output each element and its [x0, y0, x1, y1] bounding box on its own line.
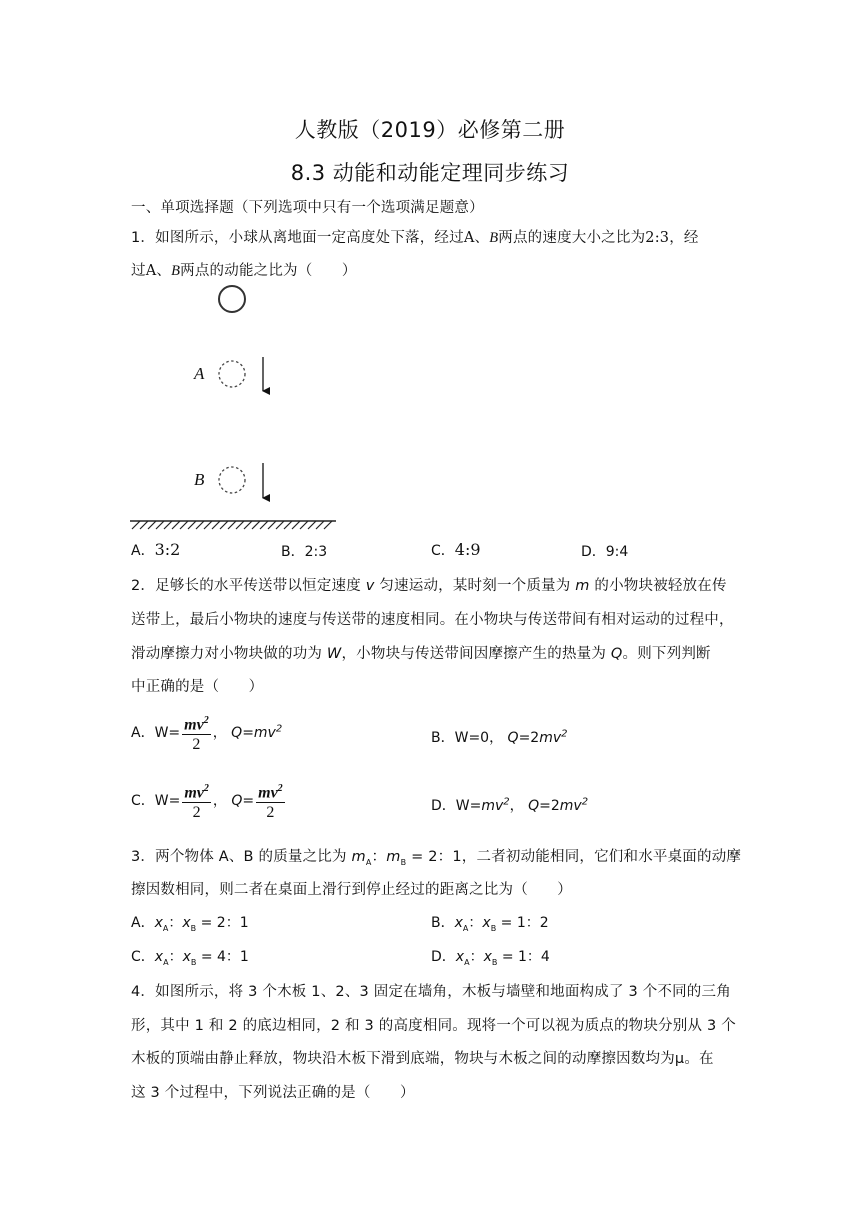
q1-option-c[interactable]: C．4:9: [431, 540, 481, 559]
q4-line2: 形，其中 1 和 2 的底边相同，2 和 3 的高度相同。现将一个可以视为质点的物块分别从 3 个: [131, 1018, 736, 1034]
document-subtitle: 8.3 动能和动能定理同步练习: [290, 161, 570, 185]
ball-initial: [219, 286, 245, 312]
q4-line4: 这 3 个过程中，下列说法正确的是（ ）: [131, 1085, 415, 1101]
q2-option-c[interactable]: C．W= $\frac{mv^2}{2}$ ， Q= $\frac{mv^2}{2}$: [131, 780, 287, 822]
q1-option-b[interactable]: B．2:3: [281, 544, 328, 560]
q3-option-b[interactable]: B．$x_A$：$x_B = 1$：2: [431, 915, 549, 933]
figure-label-a: A: [194, 364, 205, 383]
q3-option-d[interactable]: D．$x_A$：$x_B = 1$：4: [431, 949, 550, 967]
section-heading: 一、单项选择题（下列选项中只有一个选项满足题意）: [131, 200, 484, 216]
ball-position-b: [219, 467, 245, 493]
q2-option-b[interactable]: B．W=0， $Q=2mv^2$: [431, 728, 568, 746]
q2-line3: 滑动摩擦力对小物块做的功为 W，小物块与传送带间因摩擦产生的热量为 Q。则下列判断: [131, 646, 711, 662]
q1-figure: [128, 280, 340, 532]
q1-line1: 1．如图所示，小球从离地面一定高度处下落，经过A、B两点的速度大小之比为2:3，经: [131, 230, 699, 246]
ball-position-a: [219, 361, 245, 387]
document-title: 人教版（2019）必修第二册: [294, 118, 566, 142]
q1-option-a[interactable]: A．3:2: [131, 540, 181, 559]
q2-line1: 2．足够长的水平传送带以恒定速度 v 匀速运动，某时刻一个质量为 m 的小物块被轻放在传: [131, 578, 727, 594]
q3-line1: 3．两个物体 A、B 的质量之比为 $m_A$：$m_B = 2$：1，二者初动能相同，它们和水平桌面的动摩: [131, 849, 742, 867]
q2-line2: 送带上，最后小物块的速度与传送带的速度相同。在小物块与传送带间有相对运动的过程中，: [131, 612, 734, 628]
q2-line4: 中正确的是（ ）: [131, 679, 264, 695]
q1-option-d[interactable]: D．9:4: [581, 544, 629, 560]
figure-label-b: B: [194, 470, 205, 489]
q3-option-c[interactable]: C．$x_A$：$x_B = 4$：1: [131, 949, 249, 967]
q3-line2: 擦因数相同，则二者在桌面上滑行到停止经过的距离之比为（ ）: [131, 882, 572, 898]
q3-option-a[interactable]: A．$x_A$：$x_B = 2$：1: [131, 915, 249, 933]
q2-option-d[interactable]: D．$W=mv^2$， $Q=2mv^2$: [431, 796, 589, 814]
ground-hatching: [132, 521, 332, 529]
q2-option-a[interactable]: A．W= $\frac{mv^2}{2}$ ， $Q=mv^2$: [131, 712, 282, 754]
q1-line2: 过A、B两点的动能之比为（ ）: [131, 263, 357, 279]
q4-line1: 4．如图所示，将 3 个木板 1、2、3 固定在墙角，木板与墙壁和地面构成了 3 个不同的三角: [131, 984, 731, 1000]
q4-line3: 木板的顶端由静止释放，物块沿木板下滑到底端，物块与木板之间的动摩擦因数均为μ。在: [131, 1051, 714, 1067]
